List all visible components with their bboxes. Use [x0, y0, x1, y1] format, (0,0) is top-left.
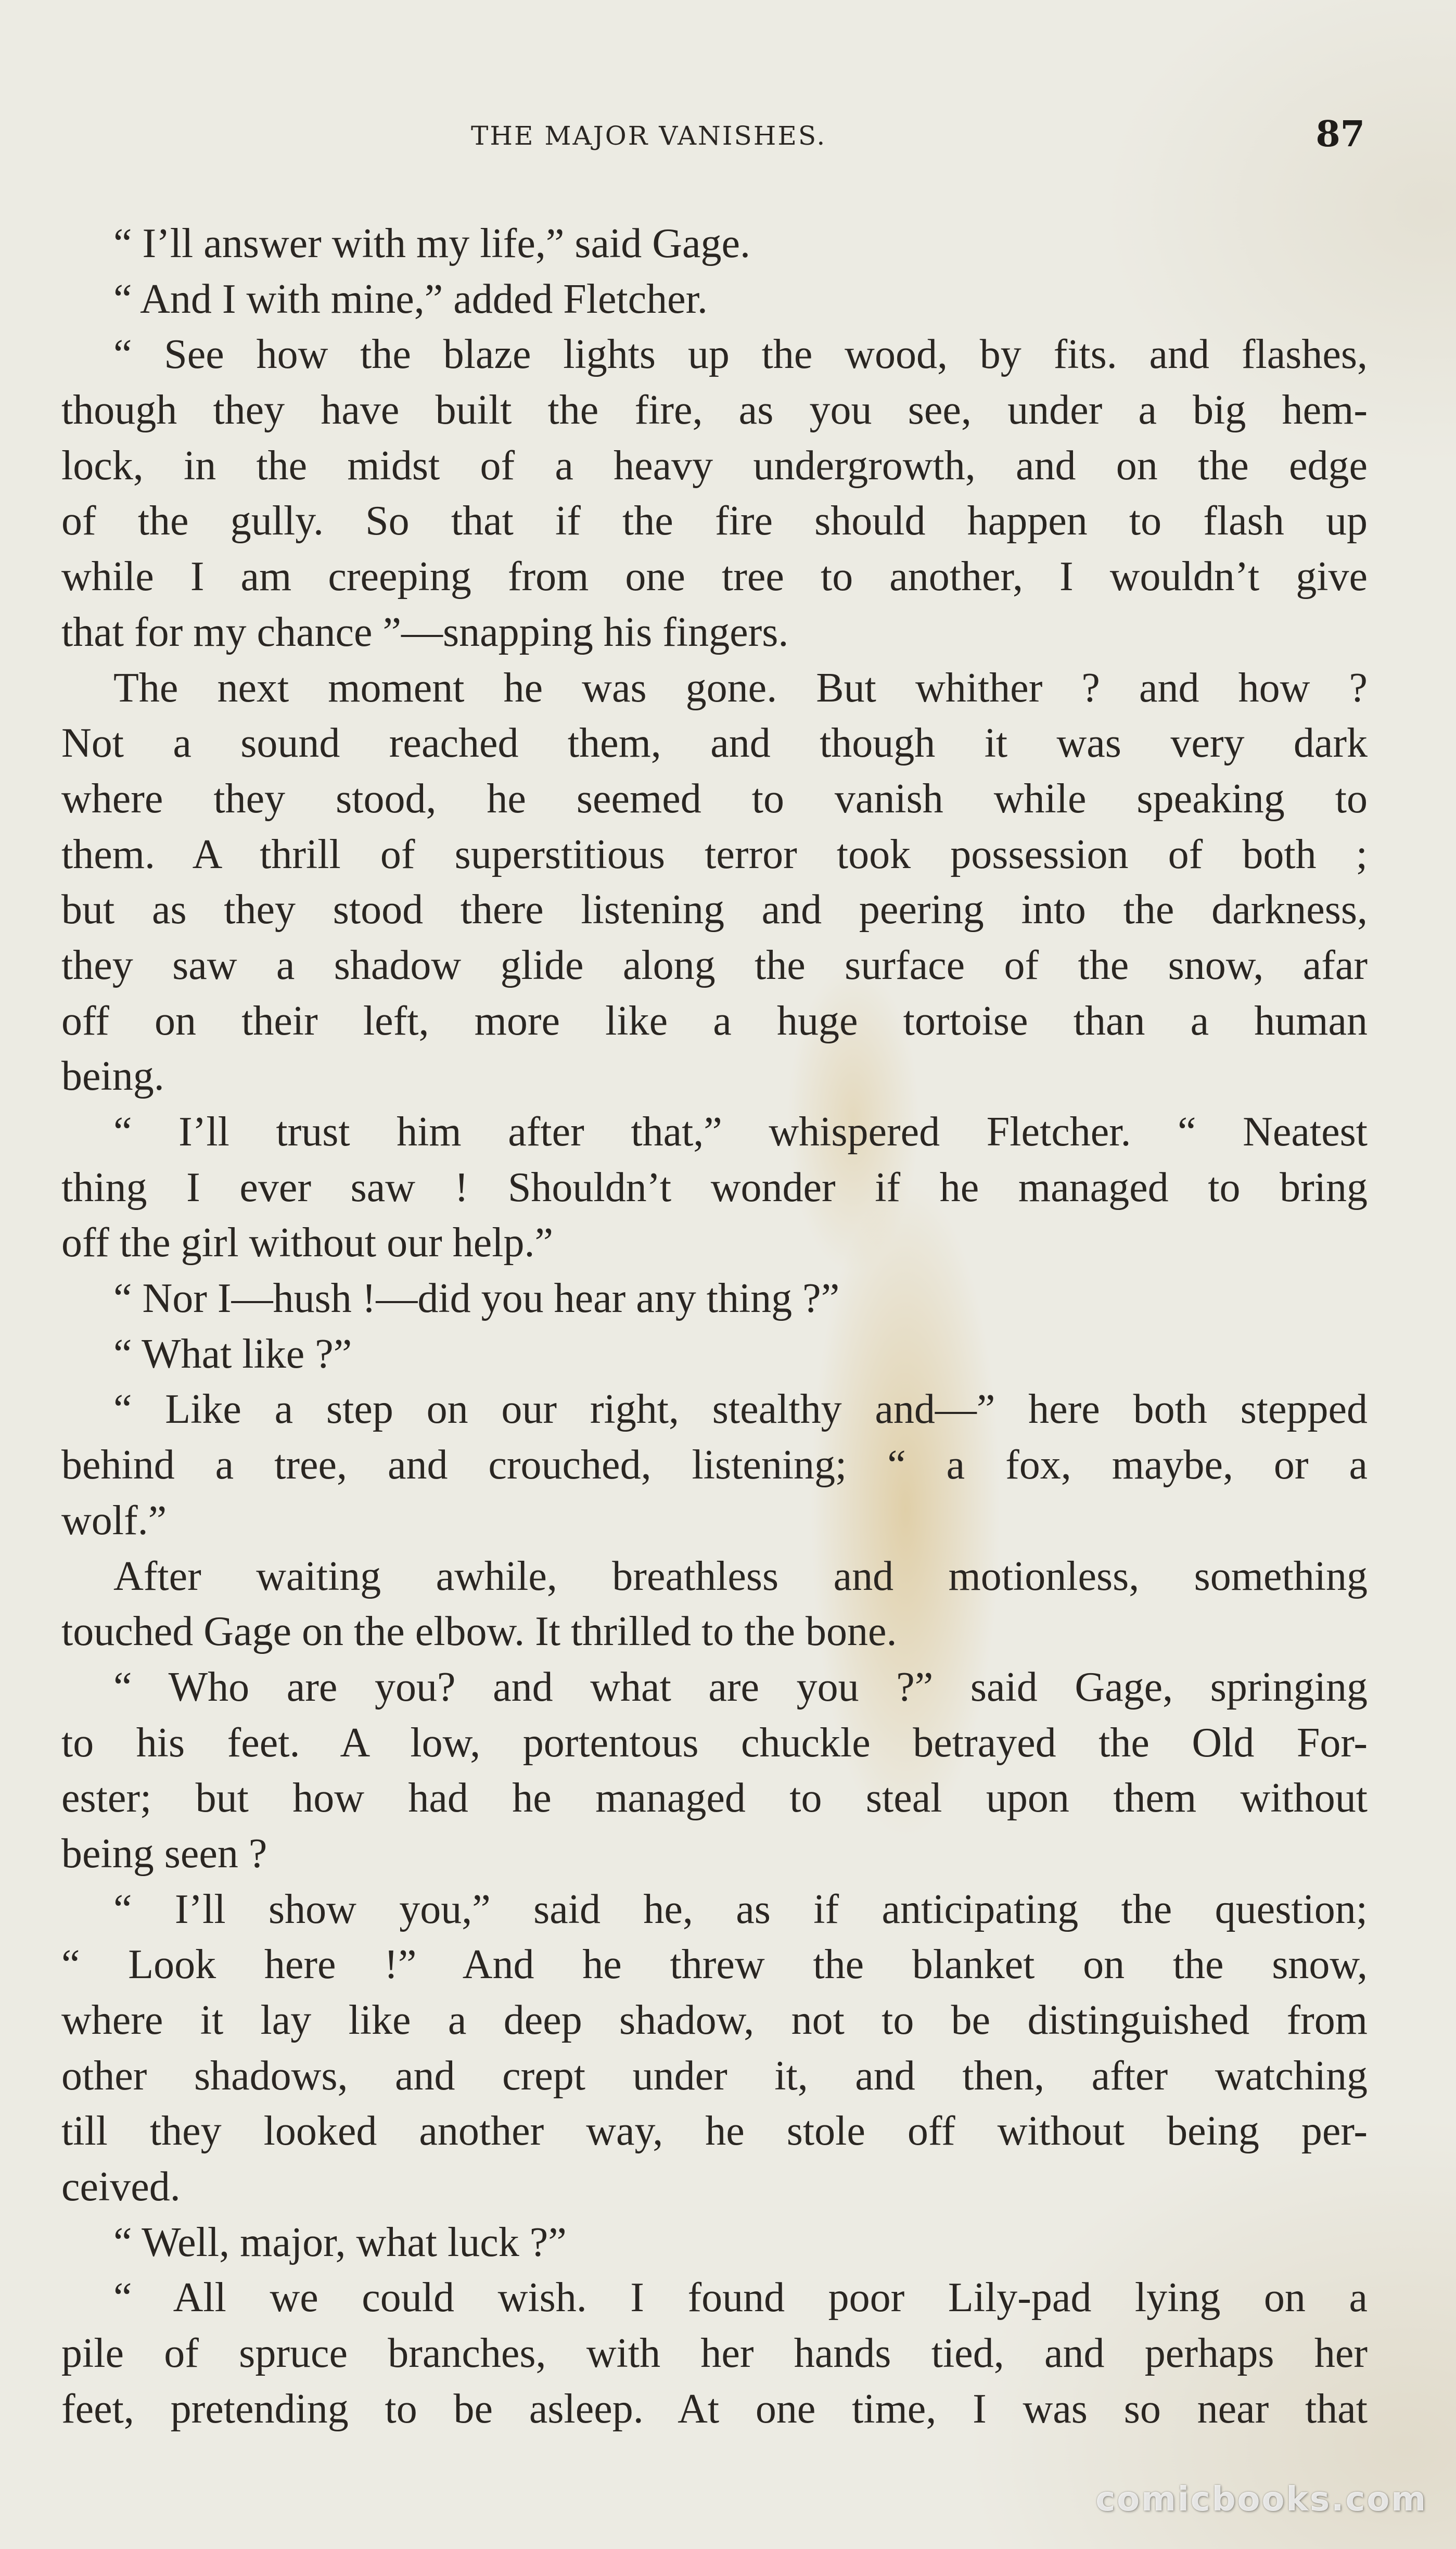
text-line: “ Look here !” And he threw the blanket on the snow,: [61, 1942, 1368, 1988]
text-line: feet, pretending to be asleep. At one time, I was so near that: [61, 2386, 1368, 2432]
text-line: “ What like ?”: [113, 1331, 352, 1377]
running-head: THE MAJOR VANISHES.: [471, 121, 827, 151]
text-line: pile of spruce branches, with her hands tied, and perhaps her: [61, 2330, 1368, 2377]
text-line: behind a tree, and crouched, listening; “ a fox, maybe, or a: [61, 1442, 1368, 1488]
text-line: wolf.”: [61, 1497, 167, 1544]
text-line: while I am creeping from one tree to another, I wouldn’t give: [61, 554, 1368, 600]
text-line: that for my chance ”—snapping his fingers.: [61, 609, 789, 655]
text-line: The next moment he was gone. But whither ? and how ?: [113, 665, 1368, 711]
text-line: “ Well, major, what luck ?”: [113, 2219, 567, 2265]
text-line: “ All we could wish. I found poor Lily-pad lying on a: [113, 2275, 1368, 2321]
text-line: they saw a shadow glide along the surface of the snow, afar: [61, 942, 1368, 988]
text-line: ceived.: [61, 2164, 181, 2210]
text-line: lock, in the midst of a heavy undergrowth, and on the edge: [61, 442, 1368, 489]
text-line: being seen ?: [61, 1830, 267, 1877]
text-line: being.: [61, 1053, 164, 1100]
text-line: Not a sound reached them, and though it was very dark: [61, 720, 1368, 767]
text-line: ester; but how had he managed to steal upon them without: [61, 1775, 1368, 1821]
text-line: “ I’ll trust him after that,” whispered Fletcher. “ Neatest: [113, 1109, 1368, 1155]
text-line: off the girl without our help.”: [61, 1220, 553, 1266]
text-line: off on their left, more like a huge tortoise than a human: [61, 998, 1368, 1044]
text-line: them. A thrill of superstitious terror took possession of both ;: [61, 831, 1368, 877]
text-line: After waiting awhile, breathless and motionless, something: [113, 1553, 1368, 1599]
watermark-logo: comicbooks.com: [1095, 2480, 1427, 2519]
text-line: of the gully. So that if the fire should happen to flash up: [61, 498, 1368, 544]
text-line: but as they stood there listening and peering into the darkness,: [61, 887, 1368, 933]
body-text: [61, 216, 1368, 2437]
text-line: to his feet. A low, portentous chuckle betrayed the Old For-: [61, 1719, 1368, 1766]
text-line: “ Like a step on our right, stealthy and—” here both stepped: [113, 1386, 1368, 1433]
text-line: thing I ever saw ! Shouldn’t wonder if he managed to bring: [61, 1164, 1368, 1210]
text-line: “ Nor I—hush !—did you hear any thing ?”: [113, 1276, 840, 1322]
text-line: “ Who are you? and what are you ?” said Gage, springing: [113, 1664, 1368, 1710]
text-line: touched Gage on the elbow. It thrilled to the bone.: [61, 1609, 897, 1655]
text-line: where it lay like a deep shadow, not to be distinguished from: [61, 1997, 1368, 2043]
text-line: till they looked another way, he stole off without being per-: [61, 2108, 1368, 2155]
text-line: where they stood, he seemed to vanish while speaking to: [61, 775, 1368, 822]
text-line: though they have built the fire, as you see, under a big hem-: [61, 387, 1368, 434]
text-line: “ And I with mine,” added Fletcher.: [113, 276, 708, 322]
text-line: “ See how the blaze lights up the wood, by fits. and flashes,: [113, 332, 1368, 378]
page-number: 87: [1315, 113, 1365, 155]
text-line: other shadows, and crept under it, and then, after watching: [61, 2053, 1368, 2099]
text-line: “ I’ll answer with my life,” said Gage.: [113, 221, 751, 266]
text-line: “ I’ll show you,” said he, as if anticipating the question;: [113, 1886, 1368, 1932]
